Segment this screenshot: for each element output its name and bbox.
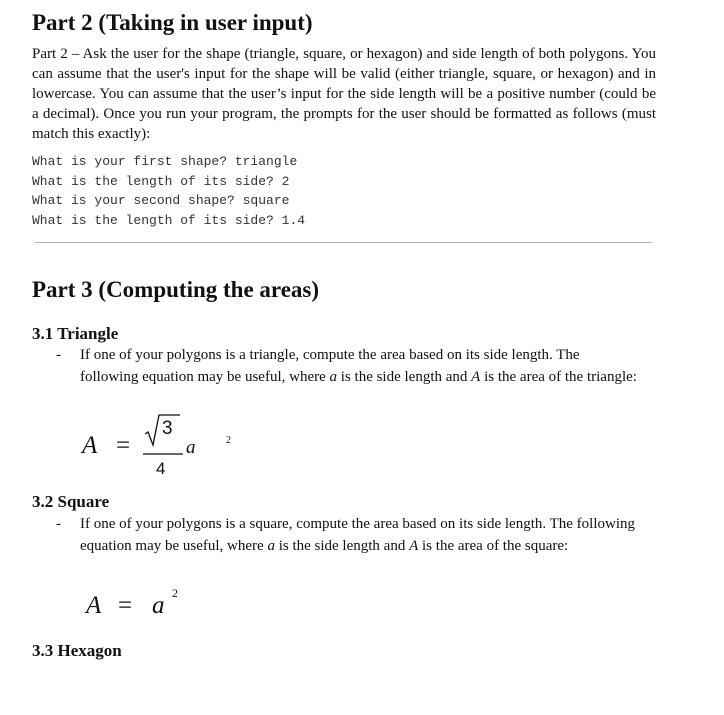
square-area-equation [86, 586, 286, 626]
eq-exponent: 2 [172, 586, 178, 600]
eq-variable-a: a [152, 592, 165, 619]
variable-A: A [471, 368, 481, 385]
eq-lhs: A [82, 432, 98, 459]
triangle-bullet-text [80, 345, 640, 388]
hexagon-heading: 3.3 Hexagon [32, 641, 122, 660]
bullet-dash: - [56, 516, 61, 532]
variable-a: a [329, 368, 338, 385]
sqrt-fraction-lines [82, 410, 162, 485]
eq-variable-a: a [186, 437, 196, 458]
triangle-area-equation [82, 410, 282, 485]
text-run: is the area of the square: [418, 537, 569, 554]
text-run: If one of your polygons is a square, compute the area based on its side length. The following equation may be useful, where [80, 516, 636, 554]
code-block [32, 152, 305, 230]
eq-denominator: 4 [156, 459, 166, 478]
part2-title: Part 2 (Taking in user input) [32, 10, 313, 35]
variable-a: a [267, 537, 275, 554]
part3-title: Part 3 (Computing the areas) [32, 277, 320, 302]
text-run: is the side length and [337, 368, 472, 385]
square-heading: 3.2 Square [32, 492, 110, 511]
eq-equals: = [118, 592, 133, 619]
text-run: If one of your polygons is a triangle, compute the area based on its side length. The following equation may be useful, where [80, 347, 580, 385]
eq-equals: = [116, 432, 131, 459]
eq-exponent: 2 [226, 435, 231, 446]
horizontal-divider [35, 242, 652, 243]
square-bullet-text [80, 514, 640, 557]
code-line: What is the length of its side? 1.4 [32, 212, 306, 228]
eq-lhs: A [86, 592, 102, 619]
code-line: What is your first shape? triangle [32, 154, 298, 169]
text-run: is the side length and [274, 537, 410, 554]
part2-paragraph: Part 2 – Ask the user for the shape (triangle, square, or hexagon) and side length of both polygons. You can assume that the user's input for the shape will be valid (either triangle, square, or hexagon) and in lowercase. You can assume that the user’s input for the side length will be a positive number (could be a decimal). Once you run your program, the prompts for the user should be formatted as follows (must match this exactly): [32, 46, 656, 142]
text-run: is the area of the triangle: [480, 368, 637, 385]
code-line: What is the length of its side? 2 [32, 173, 290, 189]
triangle-heading: 3.1 Triangle [32, 324, 119, 343]
variable-A: A [409, 537, 419, 554]
bullet-dash: - [56, 347, 61, 363]
code-line: What is your second shape? square [32, 193, 290, 208]
eq-radicand: 3 [162, 418, 173, 439]
